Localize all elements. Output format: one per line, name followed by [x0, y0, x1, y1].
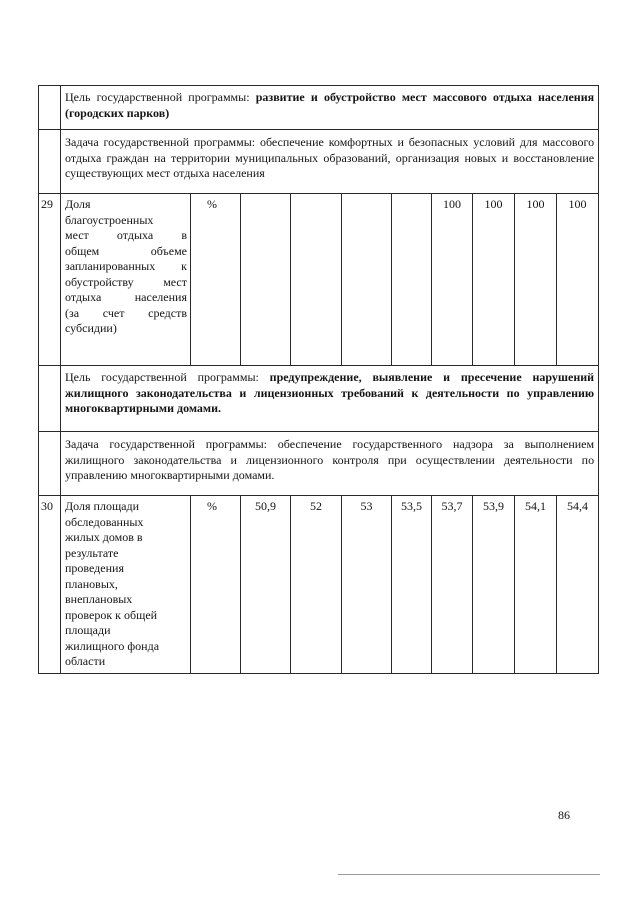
indicator-line: Доля — [65, 197, 91, 211]
value-cell: 100 — [473, 194, 515, 366]
indicator-line: мест отдыха в — [65, 228, 187, 242]
indicator-line: проверок к общей — [65, 607, 158, 622]
value-cell: 52 — [291, 496, 342, 674]
value-cell: 54,1 — [515, 496, 557, 674]
indicators-table — [38, 85, 599, 674]
goal-row-1 — [39, 86, 599, 130]
indicator-line: запланированных к — [65, 259, 187, 273]
indicator-line: внеплановых — [65, 592, 133, 606]
value-cell: 100 — [515, 194, 557, 366]
row-number: 29 — [39, 194, 61, 366]
goal-title-1: развитие и обустройство мест массового отдыха населения (городских парков) — [65, 90, 595, 120]
value-cell: 100 — [432, 194, 473, 366]
indicator-line: (за счет средств — [65, 305, 187, 320]
indicator-line: общем объеме — [65, 243, 187, 258]
number-cell-empty — [39, 432, 61, 496]
value-cell — [342, 194, 392, 366]
indicator-line: обустройству мест — [65, 274, 187, 289]
value-cell — [291, 194, 342, 366]
goal-label-1: Цель государственной программы: — [65, 90, 250, 104]
indicator-line: обследованных — [65, 514, 144, 529]
number-cell-empty — [39, 130, 61, 194]
value-cell: 50,9 — [241, 496, 291, 674]
goal-text-1 — [61, 86, 599, 130]
row-number: 30 — [39, 496, 61, 674]
value-cell: 54,4 — [557, 496, 599, 674]
goal-title-2: предупреждение, выявление и пресечение нарушений жилищного законодательства и лицензионных требований к деятельности по управлению многоквартирными домами. — [65, 370, 595, 415]
indicator-line: площади — [65, 623, 111, 637]
task-text-2: Задача государственной программы: обеспечение государственного надзора за выполнением жилищного законодательства и лицензионного контроля при осуществлении деятельности по управлению многоквартирными домами. — [61, 432, 599, 496]
value-cell: 53,9 — [473, 496, 515, 674]
indicator-line: плановых, — [65, 576, 118, 591]
number-cell-empty — [39, 86, 61, 130]
number-cell-empty — [39, 366, 61, 432]
value-cell — [241, 194, 291, 366]
indicator-line: Доля площади — [65, 499, 140, 513]
goal-label-2: Цель государственной программы: — [65, 370, 259, 384]
indicator-name — [61, 194, 191, 366]
value-cell: 53,5 — [392, 496, 432, 674]
table-row-29 — [39, 194, 599, 366]
value-cell: 53 — [342, 496, 392, 674]
indicator-line: проведения — [65, 561, 124, 575]
indicator-line: области — [65, 654, 106, 668]
page-number: 86 — [558, 808, 570, 822]
indicator-line: субсидии) — [65, 321, 117, 335]
task-row-1 — [39, 130, 599, 194]
table-row-30 — [39, 496, 599, 674]
indicator-line: отдыха населения — [65, 290, 187, 304]
task-row-2 — [39, 432, 599, 496]
value-cell: 53,7 — [432, 496, 473, 674]
task-text-1: Задача государственной программы: обеспечение комфортных и безопасных условий для массового отдыха граждан на территории муниципальных образований, организация новых и восстановление существующих мест отдыха населения — [61, 130, 599, 194]
indicator-line: жилых домов в — [65, 530, 143, 544]
value-cell — [392, 194, 432, 366]
goal-text-2 — [61, 366, 599, 432]
scan-artifact-line — [338, 874, 600, 875]
indicator-name — [61, 496, 191, 674]
indicator-line: результате — [65, 545, 119, 560]
indicator-line: благоустроенных — [65, 212, 154, 227]
unit-cell: % — [191, 194, 241, 366]
unit-cell: % — [191, 496, 241, 674]
value-cell: 100 — [557, 194, 599, 366]
indicator-line: жилищного фонда — [65, 638, 160, 653]
goal-row-2 — [39, 366, 599, 432]
